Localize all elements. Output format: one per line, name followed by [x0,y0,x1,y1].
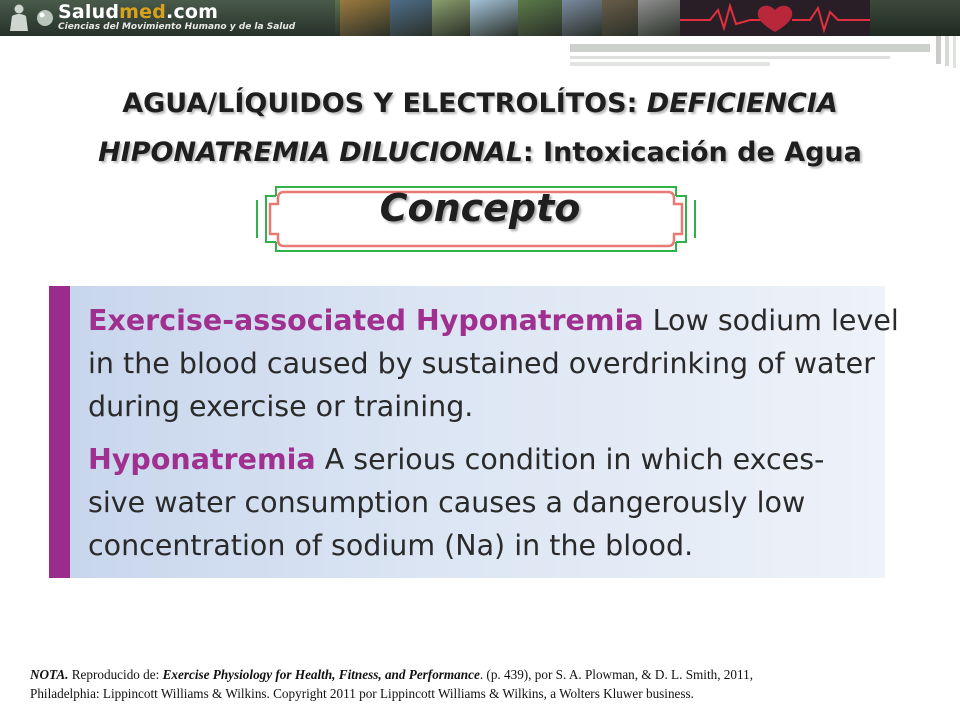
definition-line: sive water consumption causes a dangerously low [88,486,806,519]
definition-line: Hyponatremia A serious condition in which exces- [88,443,825,476]
decorative-bar [936,36,941,64]
definition-line: during exercise or training. [88,390,474,423]
term-heading: Exercise-associated Hyponatremia [88,304,644,337]
footnote [30,665,940,703]
definition-line: Exercise-associated Hyponatremia Low sodium level [88,304,899,337]
header-banner [0,0,960,36]
photo-tile [340,0,390,36]
definition-line: concentration of sodium (Na) in the blood. [88,529,694,562]
logo-subtitle: Ciencias del Movimiento Humano y de la Salud [58,22,296,32]
globe-icon [36,7,54,29]
photo-tile [470,0,518,36]
decorative-bar [570,56,890,59]
slide-title-line1: AGUA/LÍQUIDOS Y ELECTROLÍTOS: DEFICIENCIA [122,88,838,119]
photo-tile [602,0,638,36]
decorative-bar [945,36,949,66]
photo-tile [518,0,562,36]
photo-tile [432,0,470,36]
footnote-line2: Philadelphia: Lippincott Williams & Wilkins. Copyright 2011 por Lippincott Williams & Wilkins, a Wolters Kluwer business. [30,686,694,701]
heartbeat-icon [680,0,870,36]
section-label: Concepto [379,186,581,230]
photo-strip [300,0,726,36]
decorative-bar [570,44,930,52]
photo-tile [562,0,602,36]
ecg-heart-graphic [680,0,870,36]
logo-title: Saludmed.com [58,1,219,23]
photo-tile [390,0,432,36]
person-silhouette-icon [6,4,32,32]
footnote-line1: NOTA. Reproducido de: Exercise Physiology for Health, Fitness, and Performance. (p. 439), por S. A. Plowman, & D. L. Smith, 2011, [30,667,753,682]
term-heading: Hyponatremia [88,443,316,476]
photo-tile [638,0,684,36]
definition-accent-bar [49,286,70,578]
decorative-bar [570,62,770,66]
decorative-bar [953,36,956,68]
definition-line: in the blood caused by sustained overdrinking of water [88,347,875,380]
logo[interactable] [0,0,335,36]
slide-title-line2: HIPONATREMIA DILUCIONAL: Intoxicación de Agua [98,137,862,168]
